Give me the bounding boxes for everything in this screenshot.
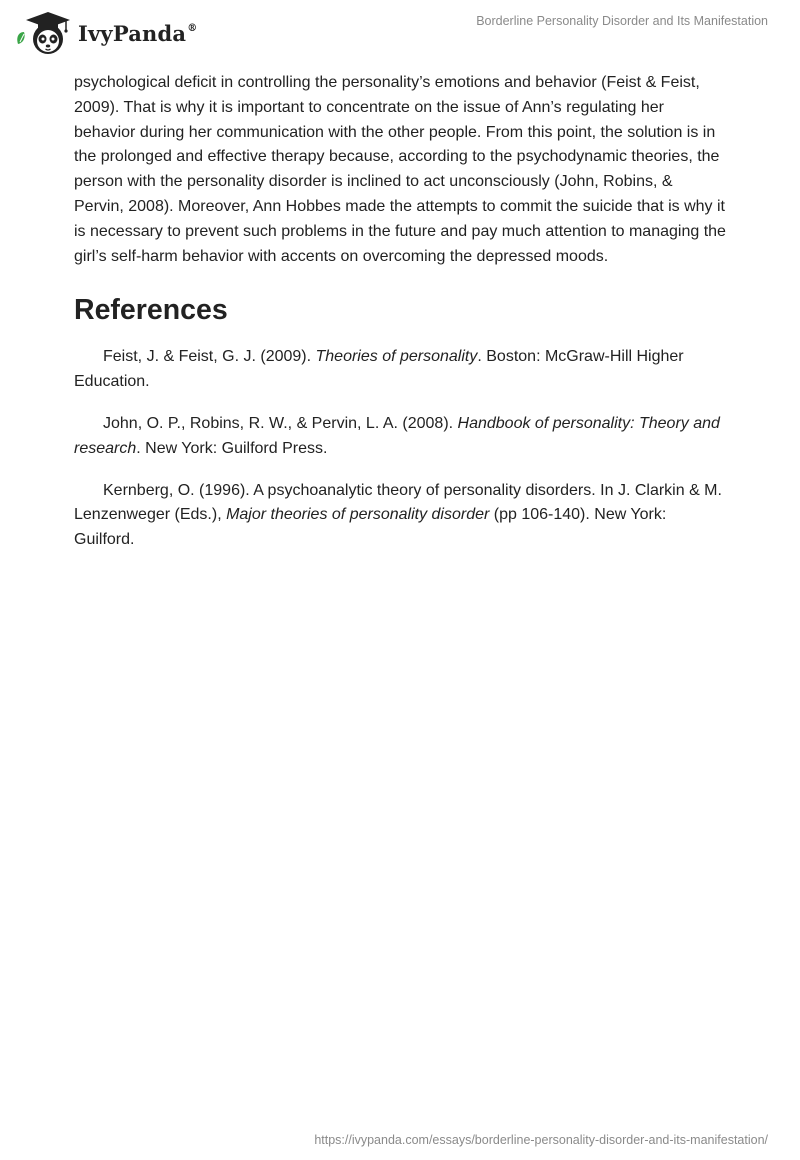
- document-title: Borderline Personality Disorder and Its Manifestation: [476, 14, 768, 28]
- reference-title: Major theories of personality disorder: [226, 506, 490, 524]
- panda-graduate-icon: [14, 8, 74, 58]
- reference-item: Feist, J. & Feist, G. J. (2009). Theories of personality. Boston: McGraw-Hill Higher Education.: [74, 348, 684, 391]
- document-content: [74, 71, 726, 570]
- reference-item: Kernberg, O. (1996). A psychoanalytic theory of personality disorders. In J. Clarkin & M. Lenzenweger (Eds.), Major theories of personality disorder (pp 106-140). New York: Guilford.: [74, 481, 722, 549]
- reference-item: John, O. P., Robins, R. W., & Pervin, L. A. (2008). Handbook of personality: Theory and research. New York: Guilford Press.: [74, 414, 720, 457]
- references-heading: References: [74, 294, 228, 327]
- page-header: [0, 0, 800, 70]
- ivypanda-logo[interactable]: [14, 8, 197, 58]
- body-paragraph: psychological deficit in controlling the personality’s emotions and behavior (Feist & Feist, 2009). That is why it is important to concentrate on the issue of Ann’s regulating her behavior during her communication with the other people. From this point, the solution is in the prolonged and effective therapy because, according to the psychodynamic theories, the person with the personality disorder is inclined to act unconsciously (John, Robins, & Pervin, 2008). Moreover, Ann Hobbes made the attempts to commit the suicide that is why it is necessary to prevent such problems in the future and pay much attention to managing the girl’s self-harm behavior with accents on overcoming the depressed moods.: [74, 74, 726, 265]
- brand-name: IvyPanda®: [78, 20, 198, 46]
- registered-mark: ®: [187, 22, 198, 34]
- source-url-link[interactable]: https://ivypanda.com/essays/borderline-personality-disorder-and-its-manifestation/: [314, 1133, 768, 1147]
- reference-title: Handbook of personality: Theory and research: [74, 414, 720, 457]
- reference-title: Theories of personality: [315, 348, 478, 366]
